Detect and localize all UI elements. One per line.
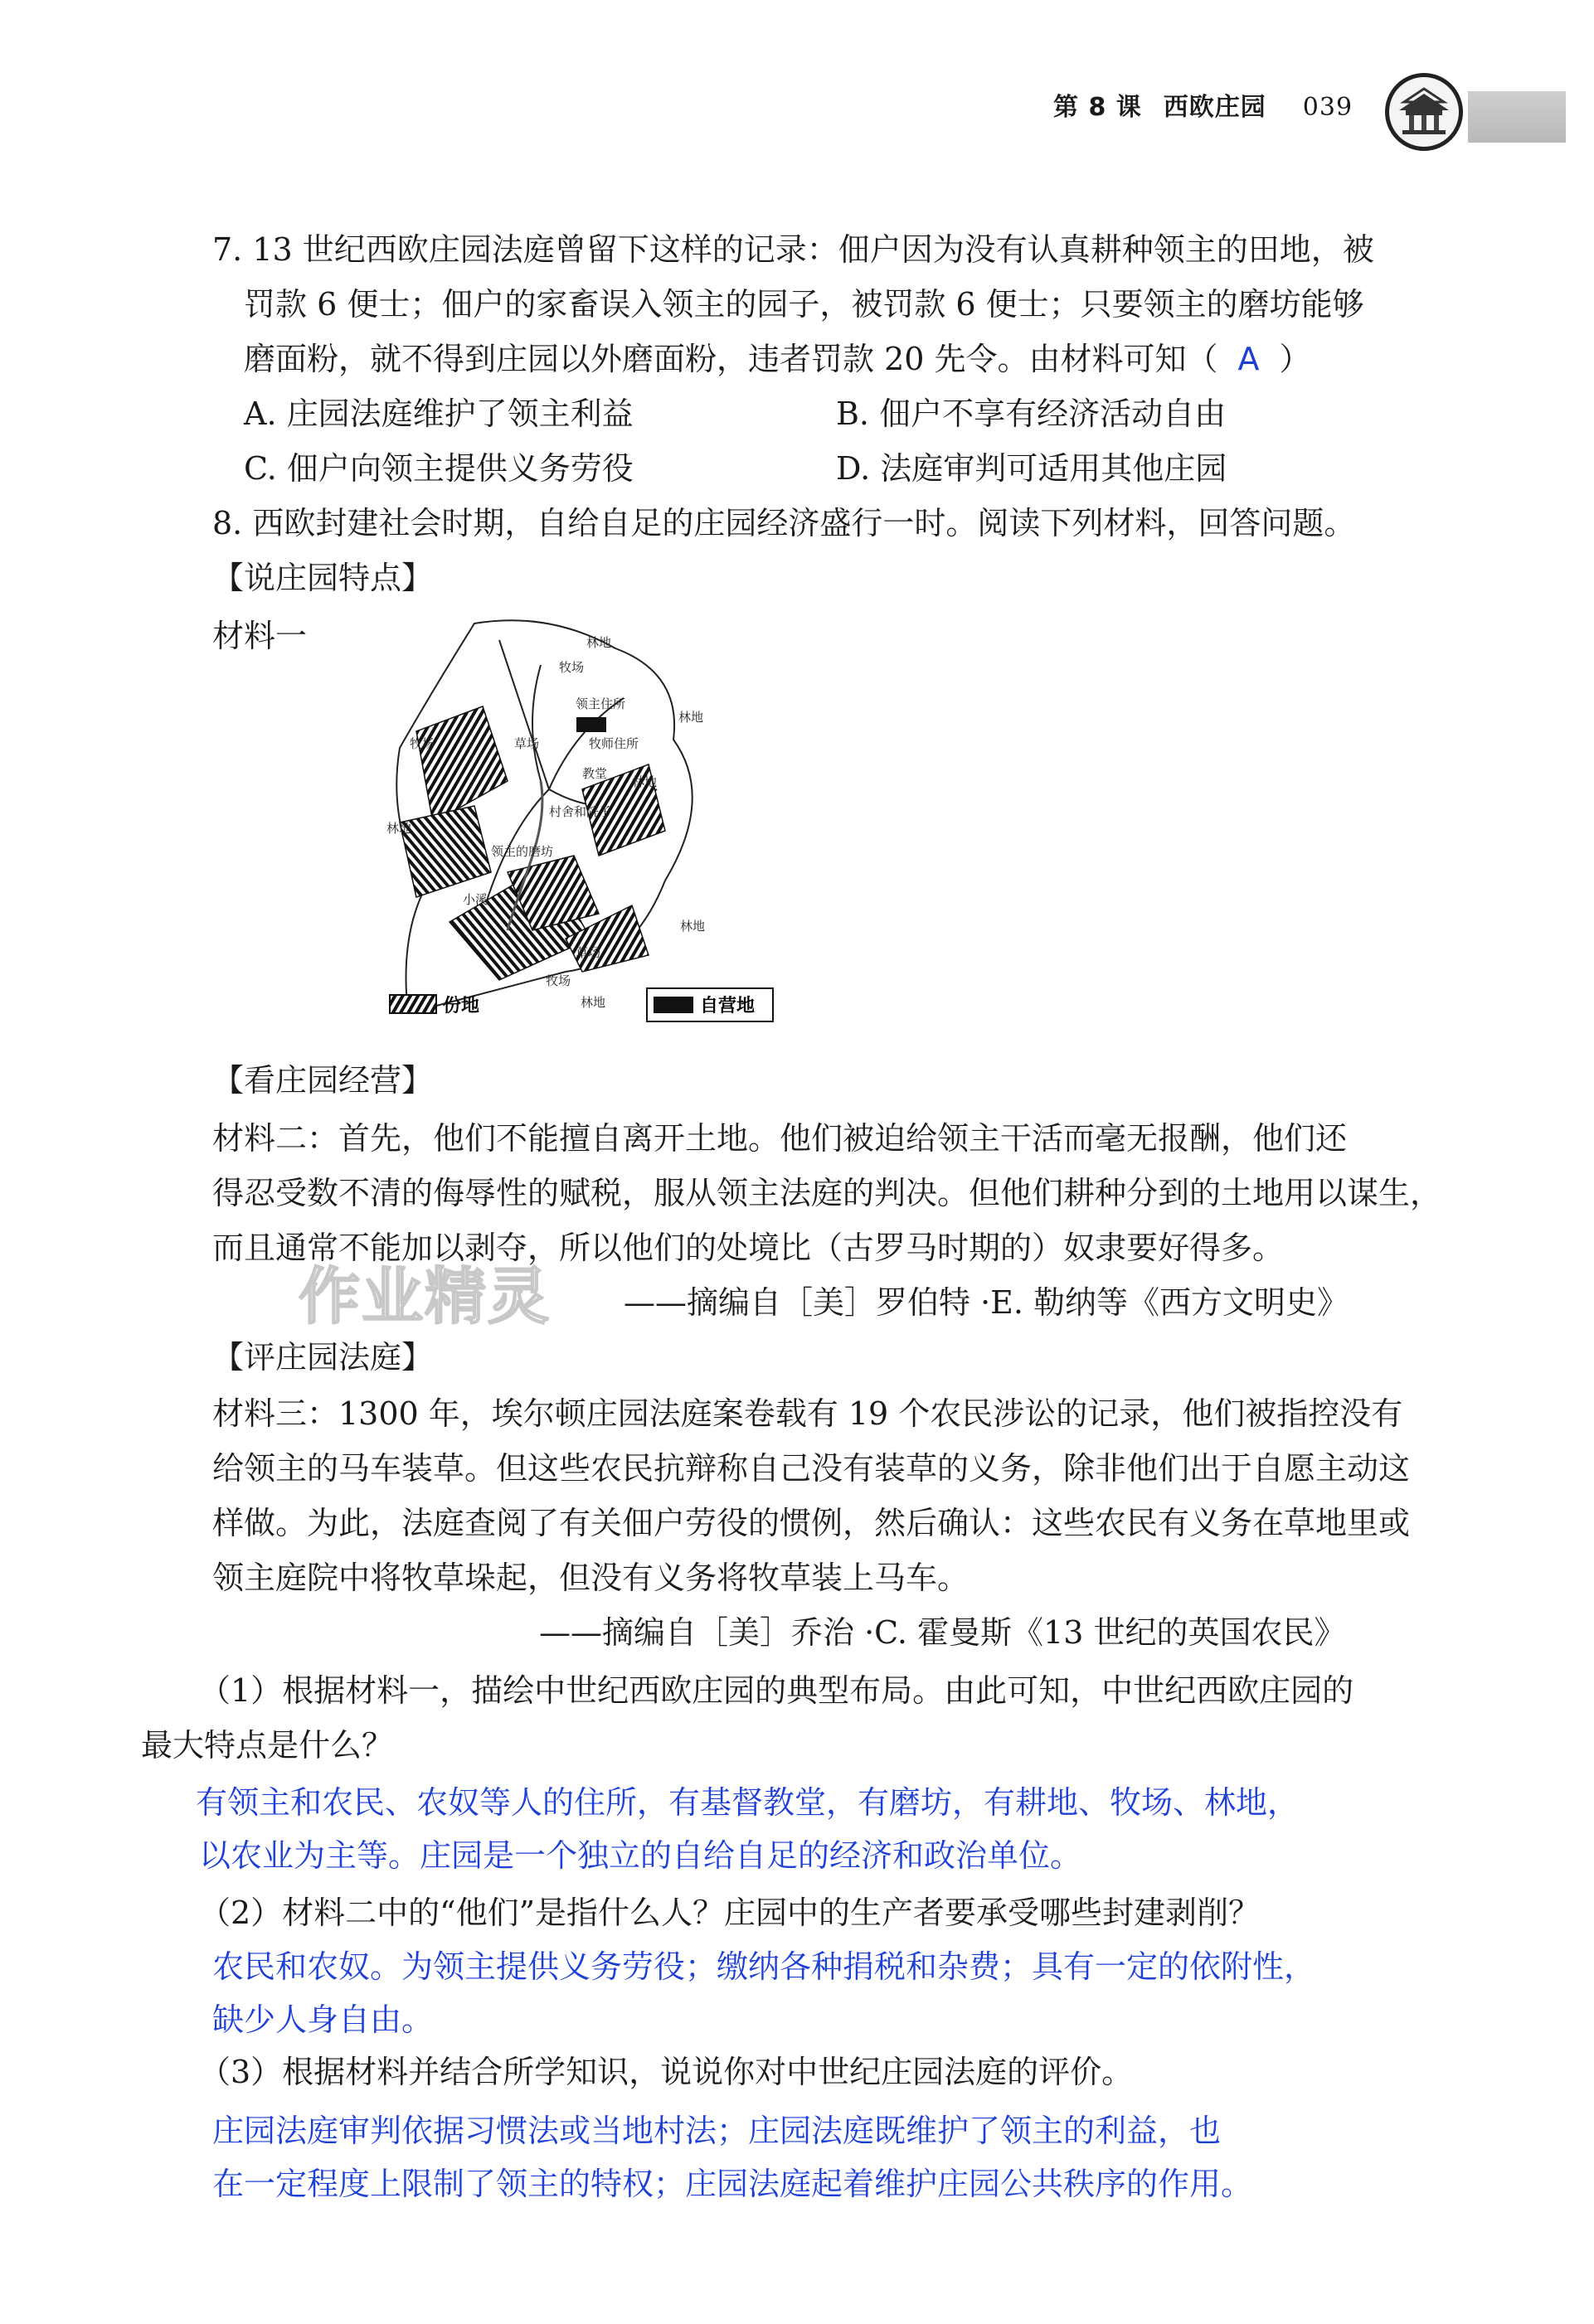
material3-line-2: 给领主的马车装草。但这些农民抗辩称自己没有装草的义务，除非他们出于自愿主动这 — [212, 1450, 1411, 1487]
answer-1-line-1: 有领主和农民、农奴等人的住所，有基督教堂，有磨坊，有耕地、牧场、林地， — [196, 1784, 1300, 1821]
material3-line-3: 样做。为此，法庭查阅了有关佃户劳役的惯例，然后确认：这些农民有义务在草地里或 — [212, 1505, 1411, 1541]
answer-1-line-2: 以农业为主等。庄园是一个独立的自给自足的经济和政治单位。 — [199, 1837, 1082, 1874]
manor-map — [383, 615, 790, 1030]
q7-stem-line-1: 7. 13 世纪西欧庄园法庭曾留下这样的记录：佃户因为没有认真耕种领主的田地，被 — [212, 231, 1374, 268]
subquestion-1-line-1: （1）根据材料一，描绘中世纪西欧庄园的典型布局。由此可知，中世纪西欧庄园的 — [199, 1672, 1354, 1709]
map-label-pasture-3: 牧场 — [546, 973, 571, 988]
answer-3-line-1: 庄园法庭审判依据习惯法或当地村法；庄园法庭既维护了领主的利益，也 — [212, 2113, 1222, 2149]
legend-demesne-label: 自营地 — [700, 996, 756, 1016]
map-label-woodland-5: 林地 — [581, 995, 606, 1010]
page-number: 039 — [1302, 93, 1353, 122]
map-label-woodland-4: 林地 — [680, 919, 706, 934]
header-band — [1468, 91, 1566, 143]
map-label-lord-mill: 领主的磨坊 — [491, 844, 554, 859]
material3-line-1: 材料三：1300 年，埃尔顿庄园法庭案卷载有 19 个农民涉讼的记录，他们被指控没有 — [212, 1395, 1403, 1432]
map-label-pasture-1: 牧场 — [559, 660, 585, 675]
material2-line-1: 材料二：首先，他们不能擅自离开土地。他们被迫给领主干活而毫无报酬，他们还 — [212, 1120, 1348, 1157]
map-label-meadow-2: 林地 — [632, 774, 658, 789]
material3-source: ——摘编自［美］乔治 ·C. 霍曼斯《13 世纪的英国农民》 — [539, 1614, 1346, 1651]
subquestion-2: （2）材料二中的“他们”是指什么人？庄园中的生产者要承受哪些封建剥削？ — [199, 1895, 1261, 1931]
material3-line-4: 领主庭院中将牧草垛起，但没有义务将牧草装上马车。 — [212, 1560, 970, 1596]
map-label-priest-house: 牧师住所 — [589, 736, 639, 751]
q7-answer: A — [1237, 341, 1260, 377]
subquestion-3: （3）根据材料并结合所学知识，说说你对中世纪庄园法庭的评价。 — [199, 2054, 1134, 2090]
material2-line-2: 得忍受数不清的侮辱性的赋税，服从领主法庭的判决。但他们耕种分到的土地用以谋生， — [212, 1175, 1442, 1211]
answer-2-line-1: 农民和农奴。为领主提供义务劳役；缴纳各种捐税和杂费；具有一定的依附性， — [212, 1948, 1316, 1985]
map-label-cottages: 村舍和院子 — [549, 804, 612, 819]
q7-option-a: A. 庄园法庭维护了领主利益 — [244, 395, 634, 432]
map-label-lord-house: 领主住所 — [576, 696, 626, 711]
section-heading-2: 【看庄园经营】 — [212, 1062, 434, 1099]
temple-emblem-icon — [1385, 73, 1463, 151]
map-label-woodland-3: 林地 — [386, 821, 412, 836]
map-label-meadow-3: 草场 — [576, 945, 601, 960]
q8-stem: 8. 西欧封建社会时期，自给自足的庄园经济盛行一时。阅读下列材料，回答问题。 — [212, 505, 1356, 541]
lesson-number: 第 8 课 — [1053, 93, 1142, 122]
q7-stem-line-2: 罚款 6 便士；佃户的家畜误入领主的园子，被罚款 6 便士；只要领主的磨坊能够 — [244, 286, 1364, 323]
map-label-woodland-2: 林地 — [678, 710, 704, 725]
map-label-pasture-2: 牧场 — [410, 736, 435, 751]
q7-option-b: B. 佃户不享有经济活动自由 — [836, 395, 1227, 432]
map-label-church: 教堂 — [582, 766, 608, 781]
map-label-meadow-1: 草场 — [514, 736, 540, 751]
q7-option-c: C. 佃户向领主提供义务劳役 — [244, 450, 634, 487]
q7-close-paren: ） — [1279, 341, 1311, 377]
section-heading-3: 【评庄园法庭】 — [212, 1339, 434, 1375]
material2-source: ——摘编自［美］罗伯特 ·E. 勒纳等《西方文明史》 — [624, 1284, 1349, 1321]
map-label-stream: 小溪 — [463, 892, 488, 907]
q7-stem-text: 磨面粉，就不得到庄园以外磨面粉，违者罚款 20 先令。由材料可知（ — [244, 341, 1218, 377]
answer-3-line-2: 在一定程度上限制了领主的特权；庄园法庭起着维护庄园公共秩序的作用。 — [212, 2166, 1253, 2202]
q7-option-d: D. 法庭审判可适用其他庄园 — [836, 450, 1227, 487]
material2-line-3: 而且通常不能加以剥夺，所以他们的处境比（古罗马时期的）奴隶要好得多。 — [212, 1230, 1285, 1266]
subquestion-1-line-2: 最大特点是什么？ — [141, 1727, 394, 1764]
q7-stem-line-3 — [244, 332, 1311, 386]
lesson-title: 西欧庄园 — [1163, 93, 1266, 122]
answer-2-line-2: 缺少人身自由。 — [212, 2001, 434, 2038]
page-header — [1053, 86, 1353, 123]
watermark: 作业精灵 — [299, 1261, 551, 1332]
material1-label: 材料一 — [212, 618, 308, 654]
section-heading-1: 【说庄园特点】 — [212, 560, 434, 596]
legend-strip-label: 份地 — [443, 996, 480, 1016]
map-label-woodland-1: 林地 — [586, 635, 612, 650]
